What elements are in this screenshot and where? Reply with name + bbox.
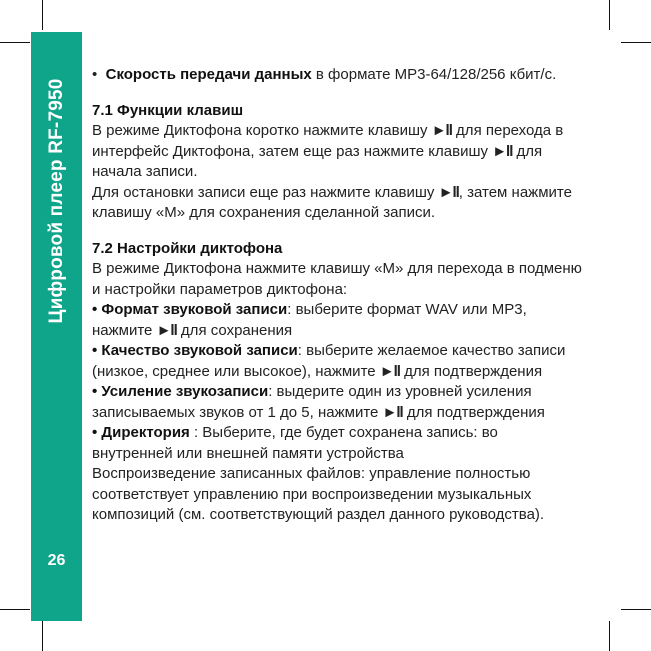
list-item-directory [92, 423, 582, 464]
section-7-1-paragraph-1 [92, 121, 582, 183]
bold-term: Директория [101, 424, 190, 441]
text: В режиме Диктофона коротко нажмите клавишу [92, 122, 432, 139]
text: для начала записи. [92, 142, 543, 180]
list-item-quality [92, 341, 582, 382]
text: для подтверждения [402, 403, 545, 421]
text: для подтверждения [399, 362, 543, 380]
text: : выдерите один из уровней усиления записываемых звуков от 1 до 5, нажмите [92, 383, 532, 421]
section-7-2-heading [92, 239, 582, 260]
crop-mark-bottom-right-vertical [609, 621, 610, 651]
crop-mark-bottom-left-horizontal [0, 609, 30, 610]
text: : выберите формат WAV или MP3, нажмите [92, 301, 527, 339]
play-pause-icon: ►ll [438, 183, 459, 201]
intro-bold-term: Скорость передачи данных [105, 66, 312, 83]
text: для сохранения [176, 321, 293, 339]
bullet: • [92, 301, 102, 318]
text: : выберите желаемое качество записи (низкое, среднее или высокое), нажмите [92, 342, 566, 380]
bold-term: Формат звуковой записи [101, 301, 288, 318]
bullet: • [92, 424, 102, 441]
intro-text: в формате MP3-64/128/256 кбит/с. [311, 66, 557, 83]
play-pause-icon: ►ll [382, 403, 403, 421]
bullet: • [92, 66, 98, 83]
bold-term: Усиление звукозаписи [101, 383, 269, 400]
text: : Выберите, где будет сохранена запись: во внутренней или внешней памяти устройства [92, 424, 498, 462]
crop-mark-top-left-horizontal [0, 42, 30, 43]
text: , затем нажмите клавишу «M» для сохранения сделанной записи. [92, 183, 572, 221]
text: для перехода в интерфейс Диктофона, затем еще раз нажмите клавишу [92, 122, 564, 160]
crop-mark-bottom-left-vertical [42, 621, 43, 651]
spacer [92, 224, 582, 239]
bullet: • [92, 383, 102, 400]
section-7-1-heading [92, 101, 582, 122]
bold-term: Качество звуковой записи [101, 342, 298, 359]
list-item-format [92, 300, 582, 341]
text: Для остановки записи еще раз нажмите клавишу [92, 183, 439, 201]
spacer [92, 86, 582, 101]
page-content [92, 65, 582, 526]
play-pause-icon: ►ll [156, 321, 177, 339]
section-7-1-paragraph-2 [92, 183, 582, 224]
page-number: 26 [47, 552, 66, 569]
crop-mark-top-right-vertical [609, 0, 610, 30]
section-7-2-intro: В режиме Диктофона нажмите клавишу «M» для перехода в подменю и настройки параметров диктофона: [92, 260, 582, 298]
playback-paragraph: Воспроизведение записанных файлов: управление полностью соответствует управлению при воспроизведении музыкальных композиций (см. соответствующий раздел данного руководства). [92, 465, 545, 523]
bullet: • [92, 342, 102, 359]
heading-text: 7.1 Функции клавиш [92, 101, 244, 119]
crop-mark-top-right-horizontal [621, 42, 651, 43]
play-pause-icon: ►ll [431, 122, 452, 139]
list-item-gain [92, 382, 582, 423]
crop-mark-top-left-vertical [42, 0, 43, 30]
play-pause-icon: ►ll [492, 142, 513, 160]
intro-paragraph [92, 65, 582, 86]
sidebar-title: Цифровой плеер RF-7950 [46, 78, 67, 324]
crop-mark-bottom-right-horizontal [621, 609, 651, 610]
play-pause-icon: ►ll [379, 362, 400, 380]
heading-text: 7.2 Настройки диктофона [92, 239, 283, 257]
